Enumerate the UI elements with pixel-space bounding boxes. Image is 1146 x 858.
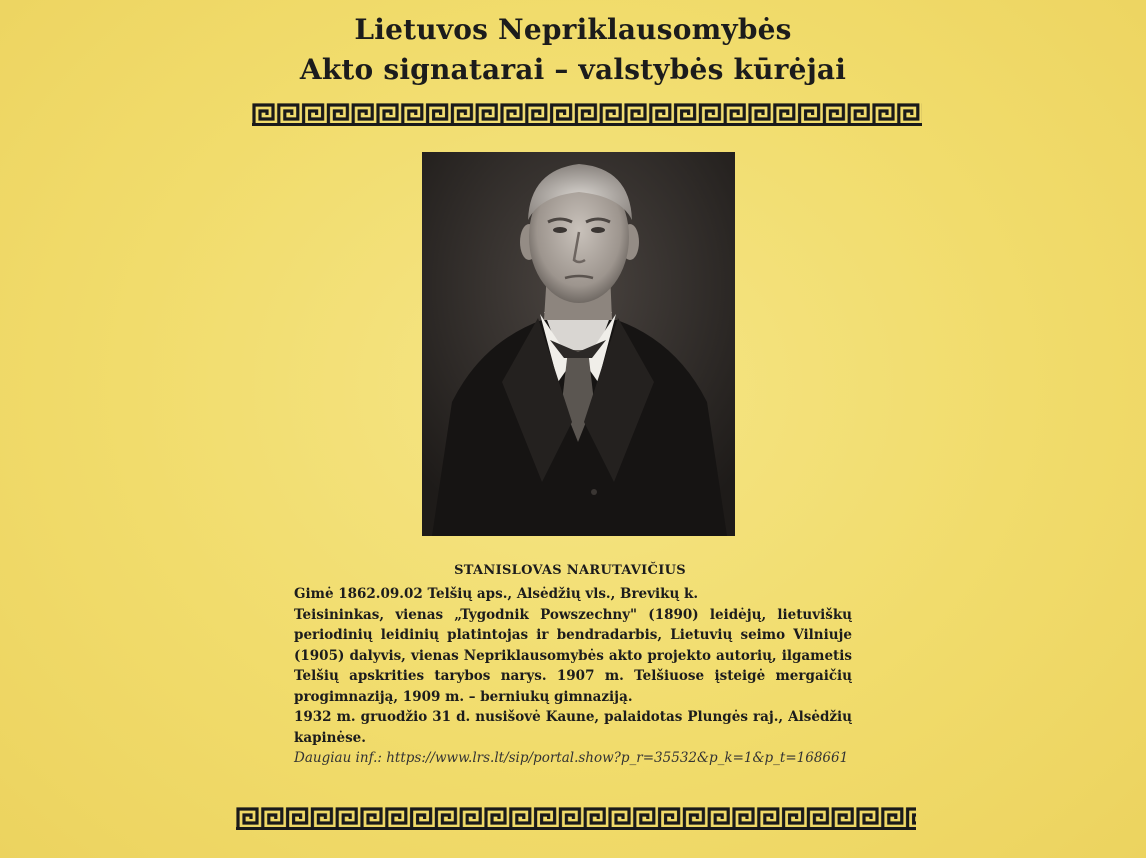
death-info: 1932 m. gruodžio 31 d. nusišovė Kaune, palaidotas Plungės raj., Alsėdžių kapinėse. [294,709,852,746]
page-title-line1: Lietuvos Nepriklausomybės [354,13,792,46]
greek-key-border-bottom [236,806,916,830]
biography [294,584,852,769]
more-info-link[interactable]: Daugiau inf.: https://www.lrs.lt/sip/portal.show?p_r=35532&p_k=1&p_t=168661 [294,750,849,766]
portrait-image [422,152,735,536]
page-title-line2: Akto signatarai – valstybės kūrėjai [299,53,847,86]
portrait-photo [422,152,735,536]
signatory-name: STANISLOVAS NARUTAVIČIUS [454,563,686,578]
birth-info: Gimė 1862.09.02 Telšių aps., Alsėdžių vls., Brevikų k. [294,586,699,602]
biography-text: Teisininkas, vienas „Tygodnik Powszechny" (1890) leidėjų, lietuviškų periodinių leidinių platintojas ir bendradarbis, Lietuvių seimo Vilniuje (1905) dalyvis, vienas Nepriklausomybės akto projekto autorių, ilgametis Telšių apskrities tarybos narys. 1907 m. Telšiuose įsteigė mergaičių progimnaziją, 1909 m. – berniukų gimnaziją. [294,606,852,705]
greek-key-border-top [252,102,922,126]
